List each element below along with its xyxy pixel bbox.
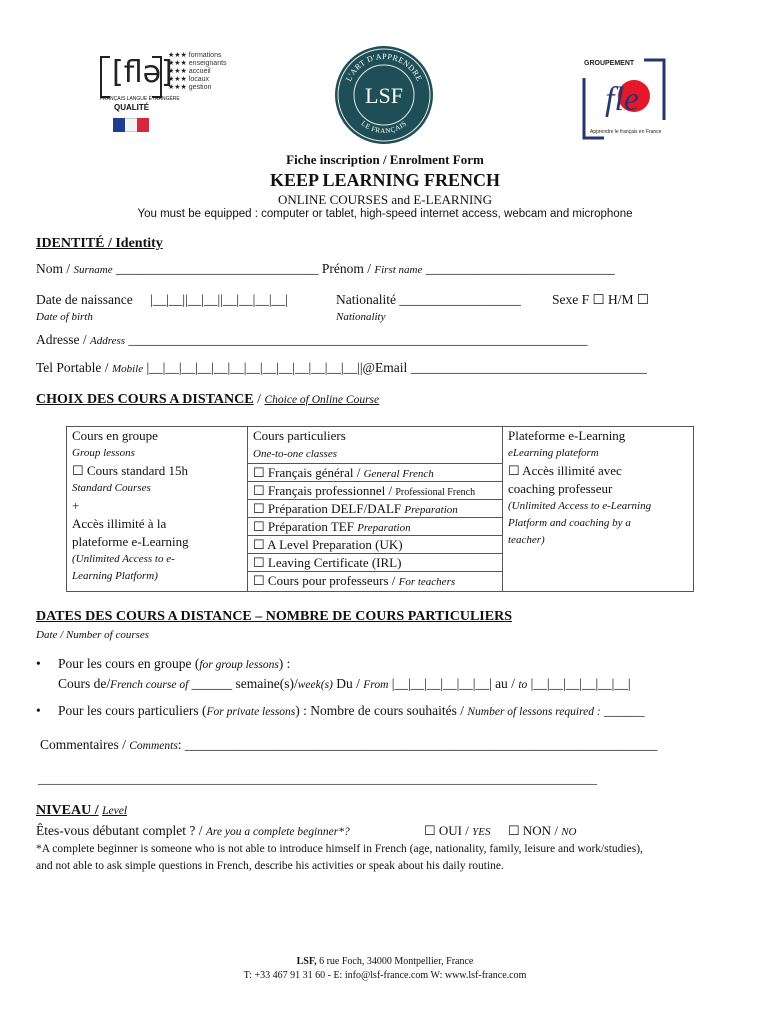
private-option-leaving-certificate[interactable]: ☐ Leaving Certificate (IRL) xyxy=(248,553,502,571)
weeks-field[interactable]: ______ xyxy=(191,676,233,691)
from-date-field[interactable]: |__|__|__|__|__|__| xyxy=(391,676,492,691)
seal-top-text: L'ART D'APPRENDRE xyxy=(344,51,424,83)
elearning-platform-cell: Plateforme e-Learning eLearning plateform ☐ Accès illimité avec coaching professeur (Unlimited Access to e-Learning Platform and coaching by a teacher) xyxy=(503,427,694,592)
phone-email-row: Tel Portable / Mobile |__|__|__|__|__|__|__|__|__|__|__|__|__||@Email ___________________________________ xyxy=(36,360,647,375)
comments-field-line2[interactable]: ______________________________________________________________________________________ xyxy=(38,771,597,786)
surname-row: Nom / Surname ______________________________ Prénom / First name ____________________________ xyxy=(36,261,615,276)
nationality-en-label: Nationality xyxy=(336,311,386,323)
dob-en-label: Date of birth xyxy=(36,311,93,323)
standard-course-checkbox[interactable]: ☐ Cours standard 15h xyxy=(72,463,189,478)
beginner-note-line1: *A complete beginner is someone who is not able to introduce himself in French (age, nationality, family, leisure and work/studies), xyxy=(36,843,643,855)
nationality-field[interactable]: __________________ xyxy=(399,292,521,307)
beginner-note-line2: and not able to ask simple questions in French, describe his activities or speak about his daily routine. xyxy=(36,860,504,872)
course-choice-table xyxy=(66,426,694,592)
group-bullet-icon: • xyxy=(36,656,41,671)
sex-checkboxes[interactable]: Sexe F ☐ H/M ☐ xyxy=(552,292,649,307)
dates-heading: DATES DES COURS A DISTANCE – NOMBRE DE COURS PARTICULIERS xyxy=(36,609,512,624)
nationality-row: Nationalité __________________ xyxy=(336,292,521,307)
beginner-no-checkbox[interactable]: ☐ NON / NO xyxy=(508,823,577,838)
footer-address: LSF, 6 rue Foch, 34000 Montpellier, France xyxy=(296,956,474,967)
private-option-teachers[interactable]: ☐ Cours pour professeurs / For teachers xyxy=(248,571,502,589)
main-title: KEEP LEARNING FRENCH xyxy=(269,170,501,190)
to-date-field[interactable]: |__|__|__|__|__|__| xyxy=(530,676,631,691)
group-courses-cell: Cours en groupe Group lessons ☐ Cours standard 15h Standard Courses + Accès illimité à la plateforme e-Learning (Unlimited Access to e- Learning Platform) xyxy=(67,427,248,592)
groupement-subtitle: Apprendre le français en France xyxy=(590,129,662,135)
private-option-professional[interactable]: ☐ Français professionnel / Professional French xyxy=(248,481,502,499)
seal-bottom-text: LE FRANÇAIS xyxy=(359,119,409,136)
groupement-frame-icon xyxy=(582,58,666,140)
lessons-count-field[interactable]: ______ xyxy=(604,703,645,718)
dates-subheading: Date / Number of courses xyxy=(36,629,150,641)
private-option-general[interactable]: ☐ Français général / General French xyxy=(248,463,502,481)
level-heading: NIVEAU / Level xyxy=(36,803,128,818)
equipment-notice: You must be equipped : computer or tablet, high-speed internet access, webcam and microphone xyxy=(137,208,633,220)
private-option-delf-dalf[interactable]: ☐ Préparation DELF/DALF Preparation xyxy=(248,499,502,517)
comments-field[interactable]: : ______________________________________________________________________ xyxy=(177,737,658,752)
lsf-seal-logo xyxy=(334,45,434,145)
group-lessons-line: Pour les cours en groupe (for group lessons) : xyxy=(58,656,291,671)
subtitle: ONLINE COURSES and E-LEARNING xyxy=(277,192,493,207)
surname-field[interactable]: ______________________________ xyxy=(116,261,319,276)
seal-center-text: LSF xyxy=(365,83,403,108)
groupement-mark: fle xyxy=(605,81,639,118)
fle-logo-mark xyxy=(100,55,173,96)
groupement-label: GROUPEMENT xyxy=(584,60,635,67)
private-option-tef[interactable]: ☐ Préparation TEF Preparation xyxy=(248,517,502,535)
elearning-option-checkbox[interactable]: ☐ Accès illimité avec xyxy=(508,463,622,478)
form-title: Fiche inscription / Enrolment Form xyxy=(286,152,484,167)
fle-criteria-list: ★★★ formations ★★★ enseignants ★★★ accueil ★★★ locaux ★★★ gestion xyxy=(168,52,227,91)
choice-heading: CHOIX DES COURS A DISTANCE / Choice of Online Course xyxy=(36,392,380,407)
identity-heading: IDENTITÉ / Identity xyxy=(36,236,163,251)
address-row: Adresse / Address ____________________________________________________________________ xyxy=(36,332,588,347)
fle-logo-subtitle: FRANÇAIS LANGUE ÉTRANGÈRE xyxy=(100,96,180,102)
footer-contact: T: +33 467 91 31 60 - E: info@lsf-france.com W: www.lsf-france.com xyxy=(243,970,527,981)
dob-field[interactable]: |__|__||__|__||__|__|__|__| xyxy=(150,292,288,307)
fle-quality-label: QUALITÉ xyxy=(114,103,150,112)
private-courses-cell: Cours particuliers One-to-one classes ☐ Français général / General French ☐ Français professionnel / Professional French ☐ Préparation DELF/DALF Preparation ☐ Préparation TEF Preparation ☐ A Level Preparation (UK) ☐ Leaving Certificate (IRL) ☐ Cours pour professeurs / For teachers xyxy=(248,427,503,592)
beginner-question: Êtes-vous débutant complet ? / Are you a complete beginner*? xyxy=(36,823,350,838)
private-lessons-line: Pour les cours particuliers (For private lessons) : Nombre de cours souhaités / Number of lessons required : ______ xyxy=(58,703,645,718)
first-name-field[interactable]: ____________________________ xyxy=(425,261,615,276)
french-flag-icon xyxy=(113,118,149,132)
address-field[interactable]: ____________________________________________________________________ xyxy=(128,332,588,347)
beginner-yes-checkbox[interactable]: ☐ OUI / YES xyxy=(424,823,491,838)
private-option-a-level[interactable]: ☐ A Level Preparation (UK) xyxy=(248,535,502,553)
dob-label: Date de naissance xyxy=(36,292,133,307)
group-dates-line: Cours de/French course of ______ semaine(s)/week(s) Du / From |__|__|__|__|__|__| au / to |__|__|__|__|__|__| xyxy=(58,676,631,691)
mobile-field[interactable]: |__|__|__|__|__|__|__|__|__|__|__|__|__| xyxy=(146,360,360,375)
email-field[interactable]: ___________________________________ xyxy=(410,360,647,375)
comments-line: Commentaires / Comments: ______________________________________________________________________ xyxy=(40,737,658,752)
private-bullet-icon: • xyxy=(36,703,41,718)
fle-logo-text: [flə] xyxy=(112,55,173,90)
